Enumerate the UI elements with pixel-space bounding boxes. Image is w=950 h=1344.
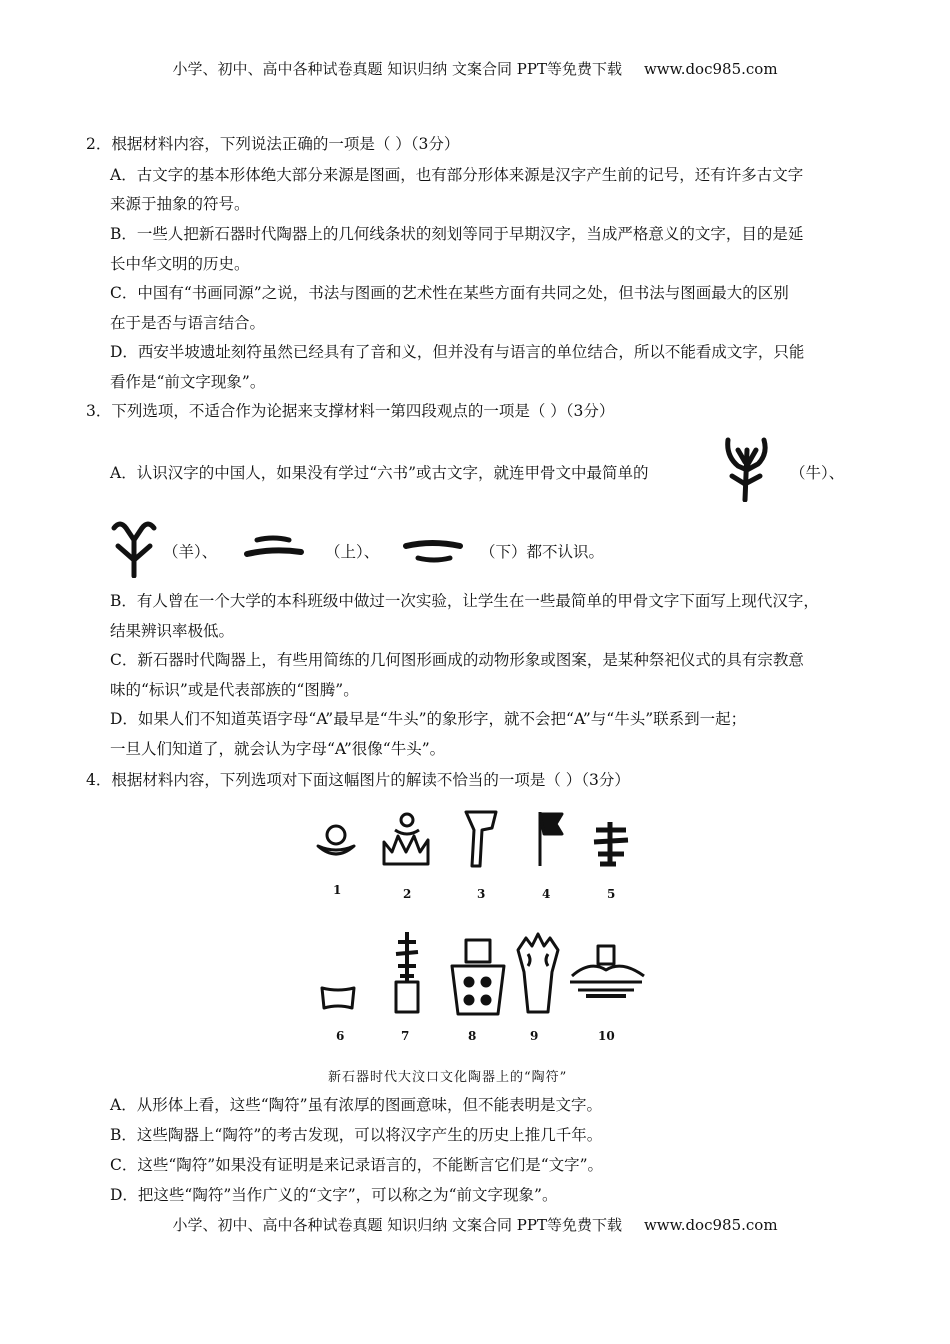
q2-option-b: B．一些人把新石器时代陶器上的几何线条状的刻划等同于早期汉字，当成严格意义的文字，目的是延 — [110, 225, 804, 243]
pottery-number-1: 1 — [333, 883, 342, 897]
q4-option-a: A．从形体上看，这些“陶符”虽有浓厚的图画意味，但不能表明是文字。 — [110, 1096, 603, 1114]
pottery-number-6: 6 — [336, 1029, 345, 1043]
page-header — [0, 58, 950, 79]
pottery-figure-caption: 新石器时代大汶口文化陶器上的“陶符” — [328, 1070, 568, 1085]
pottery-number-8: 8 — [468, 1029, 477, 1043]
oracle-shang-glyph-icon — [243, 534, 305, 562]
pottery-number-7: 7 — [401, 1029, 410, 1043]
q3-option-c-cont: 味的“标识”或是代表部族的“图腾”。 — [110, 681, 359, 699]
q3-option-b: B．有人曾在一个大学的本科班级中做过一次实验，让学生在一些最简单的甲骨文字下面写上现代汉字， — [110, 592, 819, 610]
q2-option-c: C．中国有“书画同源”之说，书法与图画的艺术性在某些方面有共同之处，但书法与图画最大的区别 — [110, 284, 789, 302]
q2-option-a: A．古文字的基本形体绝大部分来源是图画，也有部分形体来源是汉字产生前的记号，还有许多古文字 — [110, 166, 804, 184]
header-url[interactable]: www.doc985.com — [643, 60, 778, 78]
pottery-symbol-2-icon — [384, 814, 428, 864]
q3-option-b-cont: 结果辨识率极低。 — [110, 622, 235, 640]
oracle-niu-glyph-icon — [718, 436, 774, 502]
q4-stem: 4．根据材料内容，下列选项对下面这幅图片的解读不恰当的一项是（ ）（3分） — [86, 771, 630, 789]
pottery-symbols-figure — [300, 800, 660, 1060]
q3-option-d-cont: 一旦人们知道了，就会认为字母“A”很像“牛头”。 — [110, 740, 446, 758]
pottery-symbol-5-icon — [594, 822, 628, 864]
q3-niu-label: （牛）、 — [790, 464, 845, 482]
pottery-number-4: 4 — [542, 887, 551, 901]
header-text: 小学、初中、高中各种试卷真题 知识归纳 文案合同 PPT等免费下载 — [172, 60, 622, 78]
pottery-symbol-4-icon — [540, 812, 562, 866]
oracle-yang-glyph-icon — [110, 518, 158, 578]
oracle-xia-glyph-icon — [402, 538, 464, 566]
q3-option-c: C．新石器时代陶器上，有些用简练的几何图形画成的动物形象或图案，是某种祭祀仪式的具有宗教意 — [110, 651, 804, 669]
pottery-number-9: 9 — [530, 1029, 539, 1043]
q3-shang-label: （上）、 — [325, 543, 380, 561]
q2-option-a-cont: 来源于抽象的符号。 — [110, 195, 250, 213]
q3-yang-label: （羊）、 — [163, 543, 218, 561]
page-footer — [0, 1214, 950, 1235]
q2-stem: 2．根据材料内容，下列说法正确的一项是（ ）（3分） — [86, 135, 460, 153]
q2-option-d-cont: 看作是“前文字现象”。 — [110, 373, 266, 391]
q3-option-d: D．如果人们不知道英语字母“A”最早是“牛头”的象形字，就不会把“A”与“牛头”联系到一起； — [110, 710, 747, 728]
pottery-number-3: 3 — [477, 887, 486, 901]
footer-url[interactable]: www.doc985.com — [643, 1216, 778, 1234]
q2-option-c-cont: 在于是否与语言结合。 — [110, 314, 266, 332]
q2-option-d: D．西安半坡遗址刻符虽然已经具有了音和义，但并没有与语言的单位结合，所以不能看成文字，只能 — [110, 343, 805, 361]
q4-option-b: B．这些陶器上“陶符”的考古发现，可以将汉字产生的历史上推几千年。 — [110, 1126, 603, 1144]
q4-option-c: C．这些“陶符”如果没有证明是来记录语言的，不能断言它们是“文字”。 — [110, 1156, 604, 1174]
pottery-symbol-7-icon — [396, 932, 418, 1012]
q3-option-a: A．认识汉字的中国人，如果没有学过“六书”或古文字，就连甲骨文中最简单的 — [110, 464, 649, 482]
pottery-symbol-8-icon — [452, 940, 504, 1014]
pottery-number-10: 10 — [598, 1029, 615, 1043]
pottery-number-5: 5 — [607, 887, 616, 901]
pottery-symbol-3-icon — [466, 812, 496, 866]
pottery-number-2: 2 — [403, 887, 412, 901]
pottery-symbol-6-icon — [322, 988, 354, 1008]
q2-option-b-cont: 长中华文明的历史。 — [110, 255, 250, 273]
pottery-symbol-10-icon — [570, 946, 644, 996]
footer-text: 小学、初中、高中各种试卷真题 知识归纳 文案合同 PPT等免费下载 — [172, 1216, 622, 1234]
pottery-symbol-9-icon — [518, 934, 558, 1012]
q4-option-d: D．把这些“陶符”当作广义的“文字”，可以称之为“前文字现象”。 — [110, 1186, 558, 1204]
pottery-symbol-1-icon — [318, 826, 354, 854]
q3-stem: 3．下列选项，不适合作为论据来支撑材料一第四段观点的一项是（ ）（3分） — [86, 402, 615, 420]
q3-xia-label: （下）都不认识。 — [480, 543, 605, 561]
